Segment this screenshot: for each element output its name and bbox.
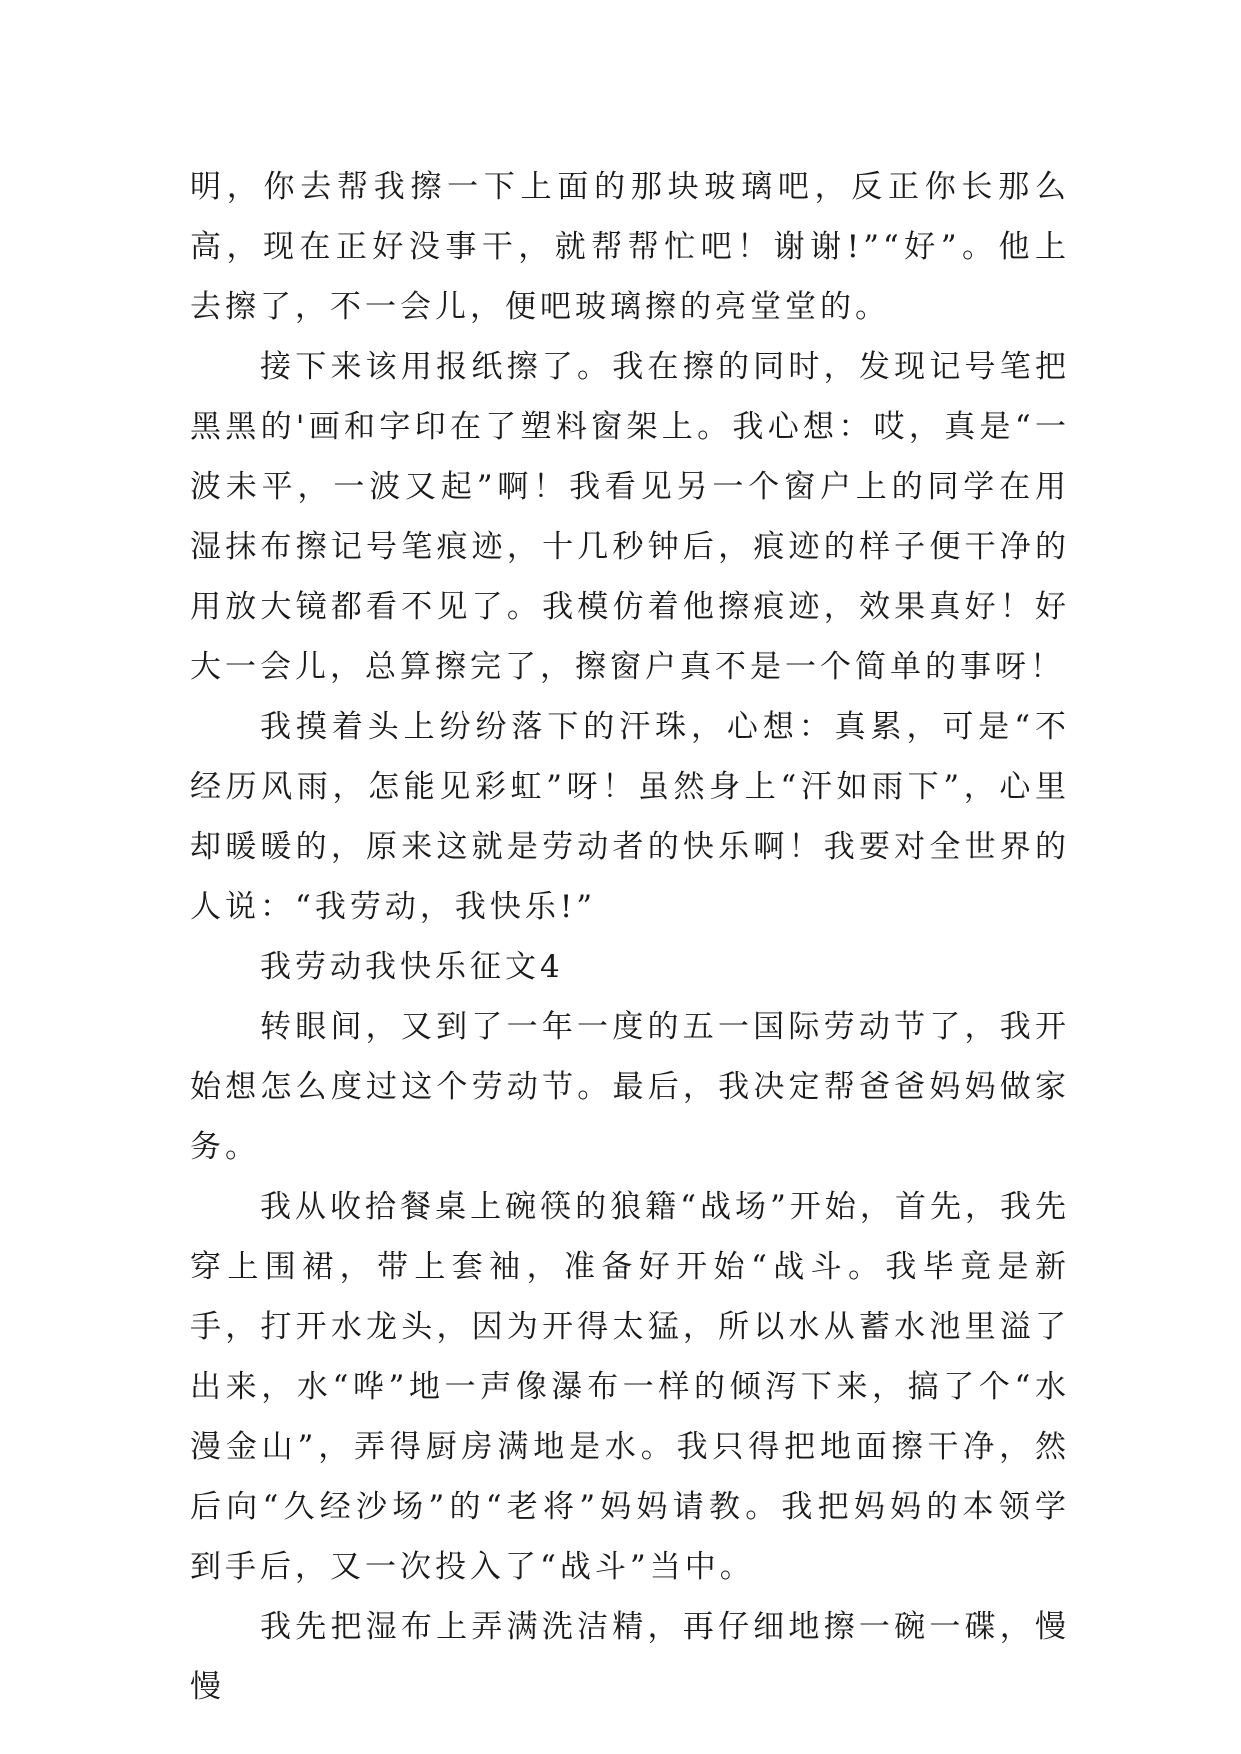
paragraph-labor-joy: 我摸着头上纷纷落下的汗珠，心想：真累，可是“不经历风雨，怎能见彩虹”呀！虽然身上“汗如雨下”，心里却暖暖的，原来这就是劳动者的快乐啊！我要对全世界的人说：“我劳动，我快乐!” (190, 709, 1070, 925)
document-page (190, 157, 1070, 1717)
paragraph-labor-day: 转眼间，又到了一年一度的五一国际劳动节了，我开始想怎么度过这个劳动节。最后，我决定帮爸爸妈妈做家务。 (190, 1009, 1070, 1165)
paragraph-continuation: 明，你去帮我擦一下上面的那块玻璃吧，反正你长那么高，现在正好没事干，就帮帮忙吧！谢谢!”“好”。他上去擦了，不一会儿，便吧玻璃擦的亮堂堂的。 (190, 169, 1070, 325)
paragraph-dish-cleaning: 我先把湿布上弄满洗洁精，再仔细地擦一碗一碟，慢慢 (190, 1609, 1070, 1705)
essay-heading: 我劳动我快乐征文4 (260, 949, 564, 985)
paragraph-dishwashing-battle: 我从收拾餐桌上碗筷的狼籍“战场”开始，首先，我先穿上围裙，带上套袖，准备好开始“战斗。我毕竟是新手，打开水龙头，因为开得太猛，所以水从蓄水池里溢了出来，水“哗”地一声像瀑布一样的倾泻下来，搞了个“水漫金山”，弄得厨房满地是水。我只得把地面擦干净，然后向“久经沙场”的“老将”妈妈请教。我把妈妈的本领学到手后，又一次投入了“战斗”当中。 (190, 1189, 1070, 1585)
paragraph-newspaper-wiping: 接下来该用报纸擦了。我在擦的同时，发现记号笔把黑黑的'画和字印在了塑料窗架上。我心想：哎，真是“一波未平，一波又起”啊！我看见另一个窗户上的同学在用湿抹布擦记号笔痕迹，十几秒钟后，痕迹的样子便干净的用放大镜都看不见了。我模仿着他擦痕迹，效果真好！好大一会儿，总算擦完了，擦窗户真不是一个简单的事呀！ (190, 349, 1070, 685)
